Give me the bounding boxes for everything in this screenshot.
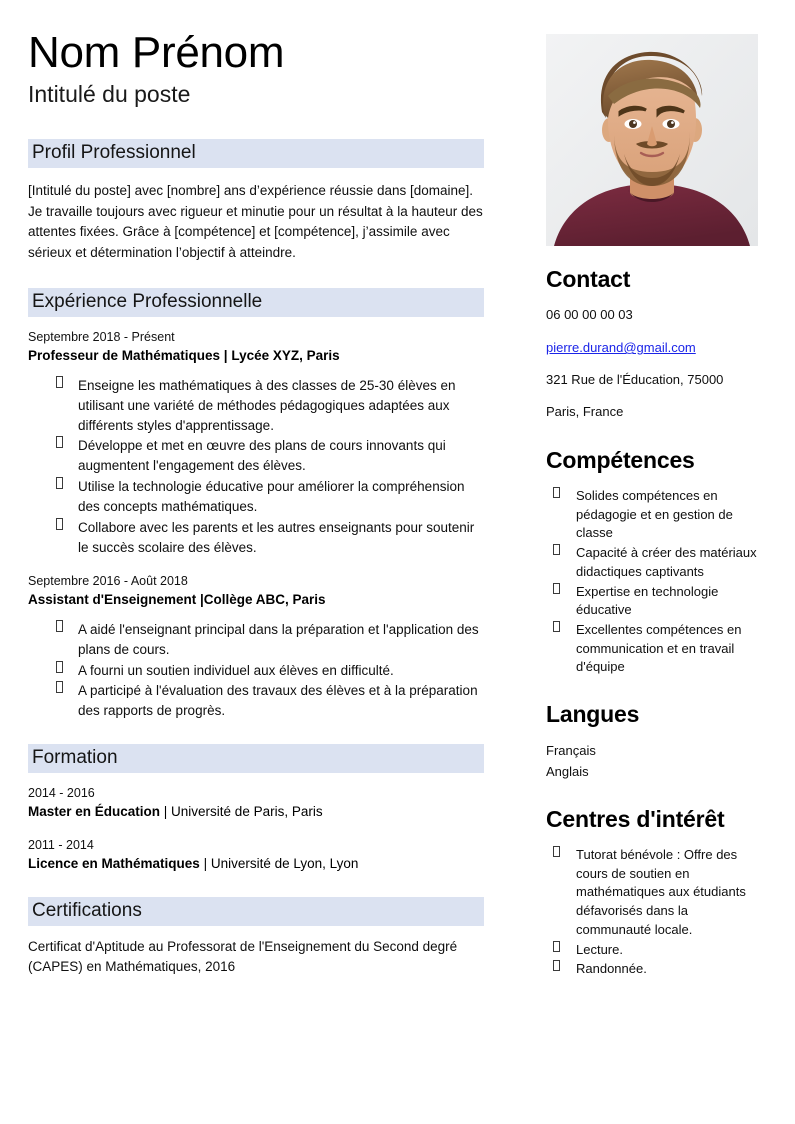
profil-text: [Intitulé du poste] avec [nombre] ans d’expérience réussie dans [domaine]. Je travaille toujours avec rigueur et minutie pour un résultat à la hauteur des attentes fixées. Grâce à [compétence] et [compétence], j’assimile avec sérieux et détermination l’objectif à atteindre.	[28, 183, 483, 260]
bullet-box-icon	[553, 846, 560, 857]
experience-dates: Septembre 2018 - Présent	[28, 330, 175, 345]
langue-item: Français	[546, 743, 596, 759]
section-heading-competences: Compétences	[546, 446, 695, 473]
list-item	[546, 941, 760, 960]
page-title: Nom Prénom	[28, 28, 285, 77]
list-item	[28, 436, 484, 476]
experience-entry	[28, 573, 484, 721]
list-item	[28, 620, 484, 660]
experience-entry	[28, 329, 484, 557]
langue-item: Anglais	[546, 763, 589, 779]
experience-bullet-list	[28, 620, 484, 721]
bullet-box-icon	[56, 436, 63, 448]
list-item-text: Développe et met en œuvre des plans de cours innovants qui augmentent l'engagement des élèves.	[78, 438, 446, 474]
list-item	[28, 661, 484, 681]
formation-degree-line	[28, 803, 484, 822]
profile-photo-illustration	[546, 34, 758, 246]
formation-institution: | Université de Paris, Paris	[160, 803, 323, 819]
bullet-box-icon	[553, 960, 560, 971]
list-item-text: Capacité à créer des matériaux didactiques captivants	[576, 545, 757, 579]
list-item	[28, 477, 484, 517]
list-item-text: Excellentes compétences en communication et en travail d'équipe	[576, 622, 742, 675]
competences-list	[546, 487, 760, 677]
section-heading-certifications: Certifications	[28, 897, 484, 926]
contact-address-line2: Paris, France	[546, 403, 624, 419]
formation-degree: Master en Éducation	[28, 803, 161, 819]
bullet-box-icon	[553, 487, 560, 498]
contact-email-link[interactable]: pierre.durand@gmail.com	[546, 340, 696, 356]
bullet-box-icon	[553, 941, 560, 952]
interets-list	[546, 846, 760, 979]
bullet-box-icon	[553, 583, 560, 594]
experience-title: Assistant d'Enseignement |Collège ABC, Paris	[28, 591, 326, 607]
main-column	[28, 30, 484, 977]
list-item	[546, 487, 760, 543]
bullet-box-icon	[56, 661, 63, 673]
bullet-box-icon	[56, 477, 63, 489]
experience-bullet-list	[28, 376, 484, 558]
list-item-text: Lecture.	[576, 941, 623, 957]
bullet-box-icon	[56, 518, 63, 530]
list-item	[546, 846, 760, 940]
formation-dates: 2014 - 2016	[28, 786, 95, 801]
contact-email-row	[546, 339, 760, 358]
bullet-box-icon	[56, 620, 63, 632]
avatar	[546, 34, 758, 246]
contact-address-line1: 321 Rue de l'Éducation, 75000	[546, 371, 724, 387]
list-item	[28, 376, 484, 436]
list-item	[546, 544, 760, 581]
list-item-text: Collabore avec les parents et les autres enseignants pour soutenir le succès scolaire des élèves.	[78, 519, 475, 555]
list-item-text: Tutorat bénévole : Offre des cours de soutien en mathématiques aux étudiants défavorisés dans la communauté locale.	[576, 847, 746, 937]
list-item	[546, 583, 760, 620]
formation-dates: 2011 - 2014	[28, 838, 94, 853]
list-item	[546, 621, 760, 677]
job-title: Intitulé du poste	[28, 80, 191, 107]
formation-degree-line	[28, 855, 484, 874]
section-heading-interets: Centres d'intérêt	[546, 805, 725, 832]
bullet-box-icon	[56, 376, 63, 388]
section-heading-contact: Contact	[546, 266, 631, 292]
bullet-box-icon	[553, 621, 560, 632]
list-item-text: A fourni un soutien individuel aux élèves en difficulté.	[78, 662, 394, 678]
bullet-box-icon	[553, 544, 560, 555]
list-item-text: Enseigne les mathématiques à des classes de 25-30 élèves en utilisant une variété de méthodes pédagogiques adaptées aux différents styles d'apprentissage.	[78, 377, 456, 433]
list-item	[28, 518, 484, 558]
section-heading-experience: Expérience Professionnelle	[28, 288, 484, 317]
list-item	[546, 960, 760, 979]
langues-list	[546, 741, 760, 781]
section-heading-formation: Formation	[28, 744, 484, 773]
list-item-text: Expertise en technologie éducative	[576, 583, 719, 618]
formation-degree: Licence en Mathématiques	[28, 855, 200, 871]
experience-title: Professeur de Mathématiques | Lycée XYZ, Paris	[28, 347, 340, 363]
section-heading-langues: Langues	[546, 701, 640, 728]
experience-dates: Septembre 2016 - Août 2018	[28, 574, 188, 589]
sidebar-column	[546, 34, 760, 980]
section-heading-profil: Profil Professionnel	[28, 139, 484, 168]
list-item-text: Randonnée.	[576, 961, 647, 977]
bullet-box-icon	[56, 681, 63, 693]
certifications-text: Certificat d'Aptitude au Professorat de l'Enseignement du Second degré (CAPES) en Mathématiques, 2016	[28, 938, 458, 975]
list-item	[28, 681, 484, 721]
list-item-text: A aidé l'enseignant principal dans la préparation et l'application des plans de cours.	[78, 621, 479, 657]
list-item-text: Solides compétences en pédagogie et en gestion de classe	[576, 487, 733, 541]
list-item-text: A participé à l'évaluation des travaux des élèves et à la préparation des rapports de progrès.	[78, 683, 478, 719]
contact-phone: 06 00 00 00 03	[546, 307, 633, 323]
formation-entry	[28, 785, 484, 821]
formation-entry	[28, 837, 484, 873]
list-item-text: Utilise la technologie éducative pour améliorer la compréhension des concepts mathématiques.	[78, 479, 465, 514]
formation-institution: | Université de Lyon, Lyon	[199, 855, 359, 871]
